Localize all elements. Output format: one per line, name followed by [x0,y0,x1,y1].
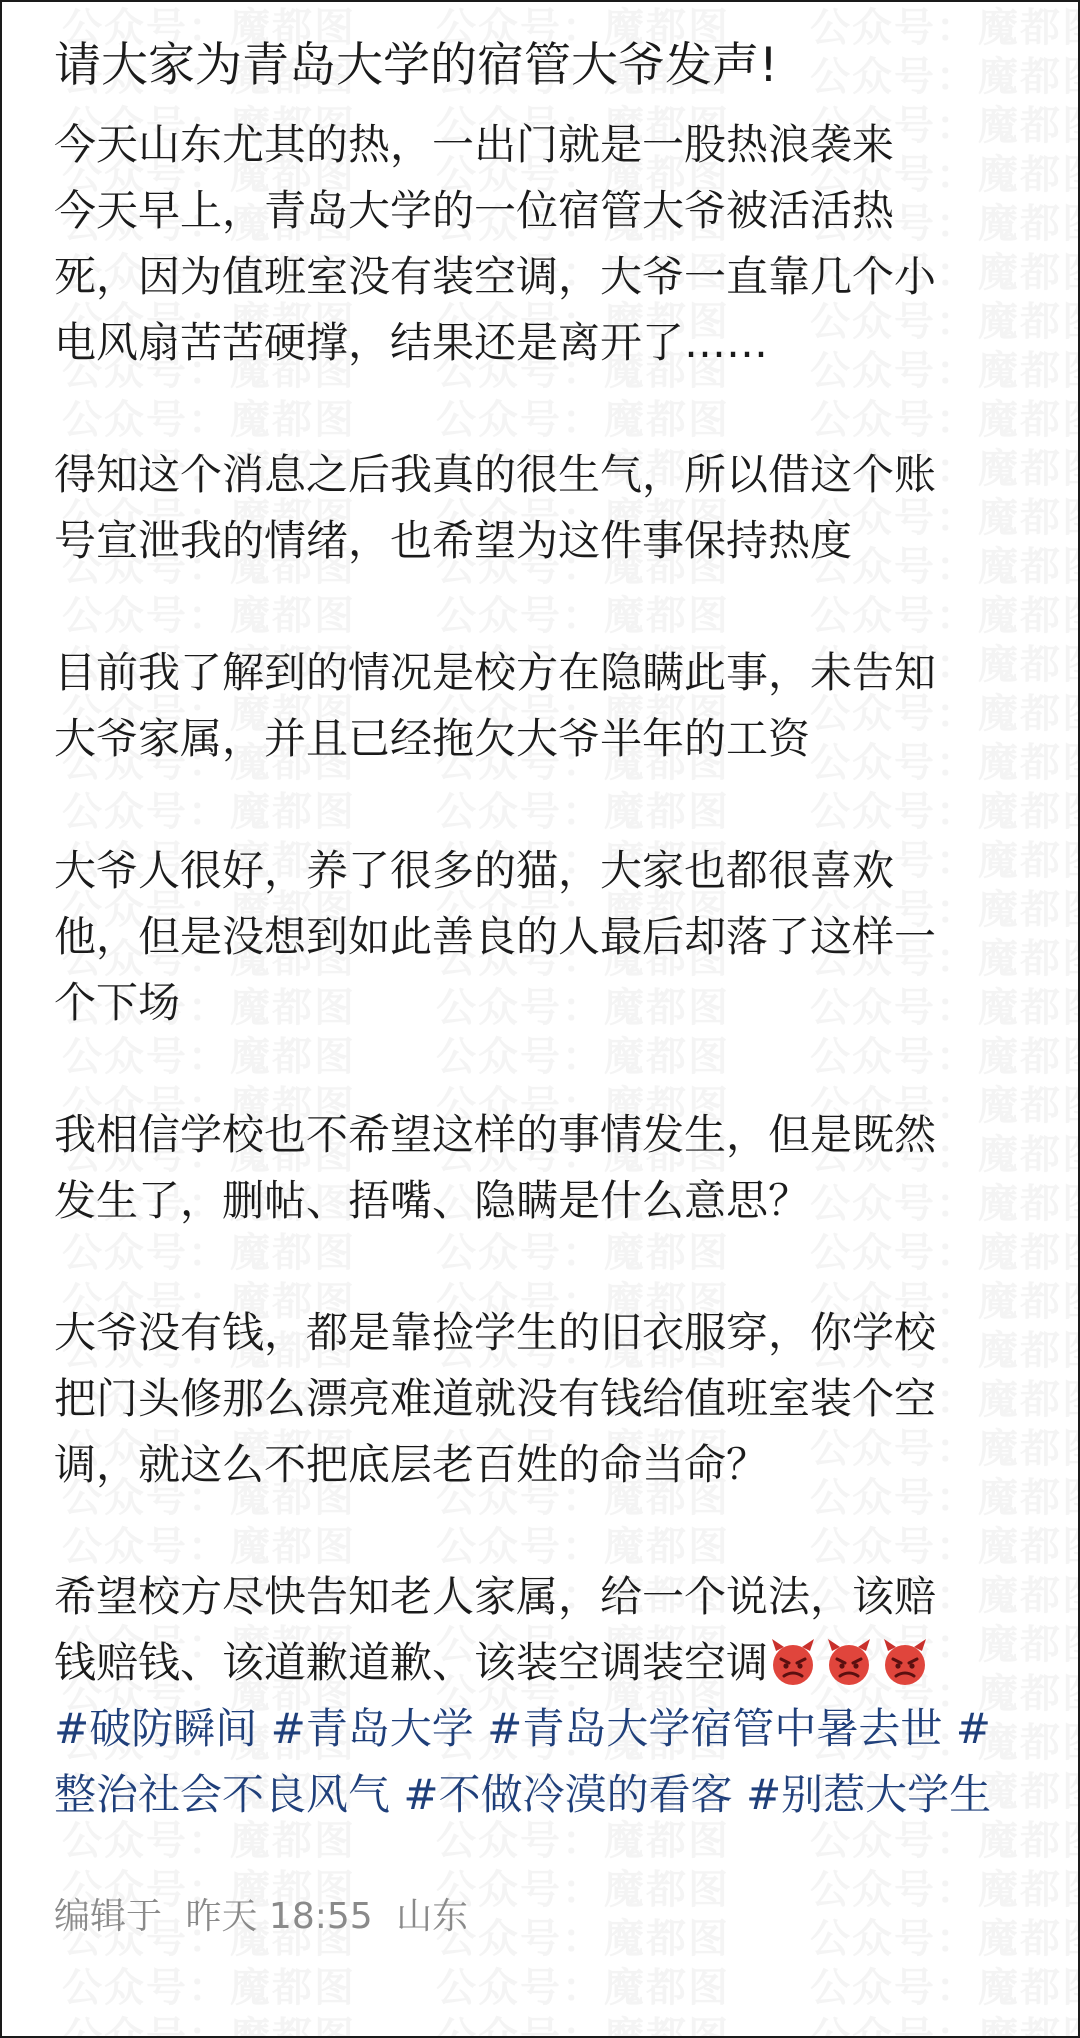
paragraph-line: 大爷家属，并且已经拖欠大爷半年的工资 [54,714,811,763]
paragraph-7 [54,1564,1026,1696]
paragraph-6 [54,1300,1026,1498]
paragraph-line: 我相信学校也不希望这样的事情发生，但是既然 [54,1110,937,1159]
paragraph-line: 今天早上，青岛大学的一位宿管大爷被活活热 [54,186,895,235]
paragraph-line: 个下场 [54,978,181,1027]
hashtag-link[interactable]: #别惹大学生 [745,1770,992,1819]
paragraph-line: 发生了，删帖、捂嘴、隐瞒是什么意思？ [54,1176,811,1225]
hashtag-link[interactable]: #不做冷漠的看客 [403,1770,733,1819]
watermark-text [810,2014,1080,2038]
watermark-text [62,2014,356,2038]
edited-label: 编辑于 [54,1896,163,1937]
watermark-text [436,2014,730,2038]
paragraph-2 [54,442,1026,574]
post-location: 山东 [396,1896,469,1937]
watermark-text [436,1965,730,2011]
paragraph-1 [54,112,1026,376]
hashtag-link[interactable]: #青岛大学宿管中暑去世 [487,1704,943,1753]
hashtag-list [54,1696,1026,1828]
paragraph-line: 他，但是没想到如此善良的人最后却落了这样一 [54,912,937,961]
post-meta [54,1888,1026,1939]
post-time: 昨天 18:55 [185,1896,373,1937]
hashtag-link[interactable]: #整治社会不良风气 [54,1704,991,1819]
paragraph-line: 死，因为值班室没有装空调，大爷一直靠几个小 [54,252,937,301]
paragraph-line: 大爷没有钱，都是靠捡学生的旧衣服穿，你学校 [54,1308,937,1357]
paragraph-line: 调，就这么不把底层老百姓的命当命？ [54,1440,769,1489]
paragraph-text: 钱赔钱、该道歉道歉、该装空调装空调 [54,1638,769,1687]
watermark-row [62,1956,1080,2013]
angry-devil-emoji [880,1637,930,1687]
paragraph-line: 号宣泄我的情绪，也希望为这件事保持热度 [54,516,853,565]
paragraph-5 [54,1102,1026,1234]
watermark-row [62,2005,1080,2038]
paragraph-line-with-emoji [54,1630,1026,1696]
paragraph-line: 大爷人很好，养了很多的猫，大家也都很喜欢 [54,846,895,895]
paragraph-line: 今天山东尤其的热，一出门就是一股热浪袭来 [54,120,895,169]
hashtag-link[interactable]: #青岛大学 [270,1704,474,1753]
paragraph-4 [54,838,1026,1036]
paragraph-line: 得知这个消息之后我真的很生气，所以借这个账 [54,450,937,499]
angry-devil-emoji [824,1637,874,1687]
hashtag-link[interactable]: #破防瞬间 [54,1704,258,1753]
paragraph-3 [54,640,1026,772]
post-content [2,2,1078,1939]
paragraph-line: 电风扇苦苦硬撑，结果还是离开了…… [54,318,769,367]
watermark-text [810,1965,1080,2011]
paragraph-line: 把门头修那么漂亮难道就没有钱给值班室装个空 [54,1374,937,1423]
paragraph-line: 目前我了解到的情况是校方在隐瞒此事，未告知 [54,648,937,697]
post-title: 请大家为青岛大学的宿管大爷发声! [54,38,778,93]
angry-devil-emoji [768,1637,818,1687]
paragraph-line: 希望校方尽快告知老人家属，给一个说法，该赔 [54,1572,937,1621]
watermark-text [62,1965,356,2011]
